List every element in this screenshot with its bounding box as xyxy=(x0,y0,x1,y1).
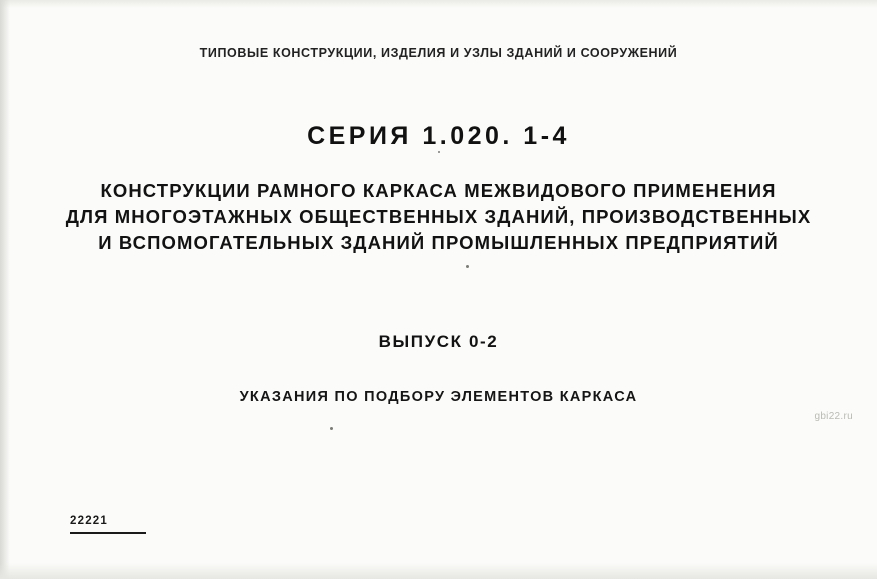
document-subtitle: УКАЗАНИЯ ПО ПОДБОРУ ЭЛЕМЕНТОВ КАРКАСА xyxy=(239,389,638,405)
scan-speck xyxy=(330,427,333,430)
scan-edge-top xyxy=(0,0,877,8)
issue-label: ВЫПУСК 0-2 xyxy=(378,332,499,351)
title-line-3: И ВСПОМОГАТЕЛЬНЫХ ЗДАНИЙ ПРОМЫШЛЕННЫХ ПРЕДПРИЯТИЙ xyxy=(98,232,779,253)
title-line-1: КОНСТРУКЦИИ РАМНОГО КАРКАСА МЕЖВИДОВОГО ПРИМЕНЕНИЯ xyxy=(100,180,777,201)
title-line-2: ДЛЯ МНОГОЭТАЖНЫХ ОБЩЕСТВЕННЫХ ЗДАНИЙ, ПРОИЗВОДСТВЕННЫХ xyxy=(65,206,812,227)
document-title xyxy=(0,178,877,256)
watermark-label: gbi22.ru xyxy=(814,411,853,422)
scan-edge-bottom xyxy=(0,563,877,579)
series-number: СЕРИЯ 1.020. 1-4 xyxy=(307,122,570,150)
scan-speck xyxy=(466,265,469,268)
document-code-underline xyxy=(70,532,146,534)
document-code: 22221 xyxy=(70,515,108,527)
scan-speck xyxy=(438,151,440,153)
series-header: ТИПОВЫЕ КОНСТРУКЦИИ, ИЗДЕЛИЯ И УЗЛЫ ЗДАНИЙ И СООРУЖЕНИЙ xyxy=(199,46,678,60)
scan-edge-left xyxy=(0,0,10,579)
